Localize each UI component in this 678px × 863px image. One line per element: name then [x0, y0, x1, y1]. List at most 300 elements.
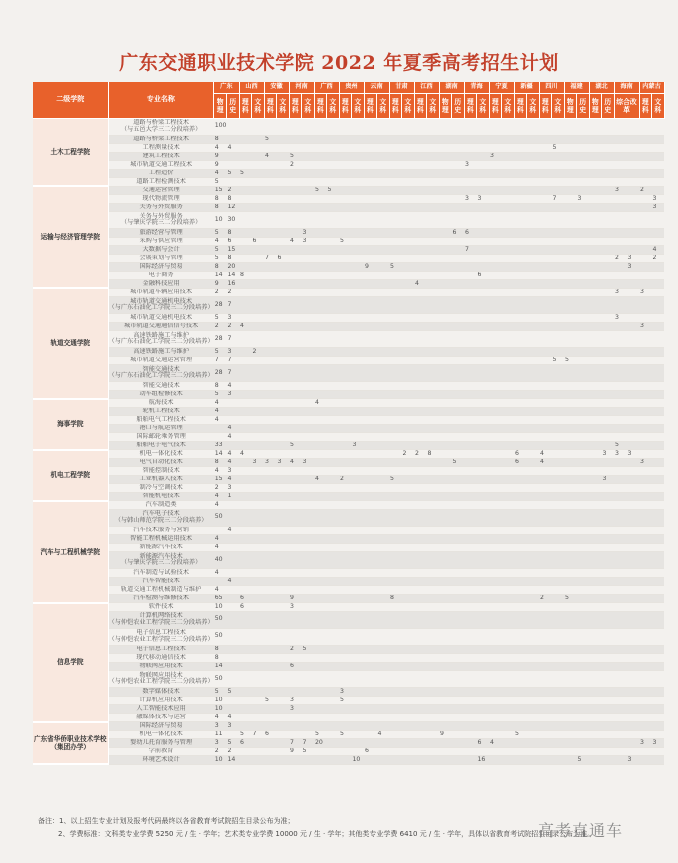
quota-cell [639, 441, 652, 450]
quota-cell [627, 322, 640, 331]
quota-cell [327, 569, 340, 578]
quota-cell [402, 424, 415, 433]
table-row [33, 152, 664, 161]
quota-cell [439, 433, 452, 442]
quota-cell [364, 161, 377, 170]
quota-cell [614, 433, 627, 442]
quota-cell [502, 161, 515, 170]
header-province: 湖北 [589, 82, 614, 93]
quota-cell: 7 [289, 739, 302, 748]
quota-cell [639, 237, 652, 246]
quota-cell [589, 645, 602, 654]
quota-cell [639, 662, 652, 671]
quota-cell [239, 577, 252, 586]
quota-cell [577, 135, 590, 144]
quota-cell [627, 433, 640, 442]
quota-cell [227, 416, 240, 425]
quota-cell: 5 [214, 254, 227, 263]
quota-cell [402, 118, 415, 135]
header-subject: 理科 [464, 93, 477, 118]
quota-cell [389, 135, 402, 144]
quota-cell [502, 747, 515, 756]
quota-cell [264, 229, 277, 238]
quota-cell [289, 492, 302, 501]
major-name: 道路与桥梁工程技术 [108, 135, 214, 144]
quota-cell [302, 671, 315, 688]
quota-cell [264, 203, 277, 212]
quota-cell [552, 535, 565, 544]
quota-cell [364, 713, 377, 722]
quota-cell [602, 229, 615, 238]
quota-cell: 9 [364, 263, 377, 272]
quota-cell [289, 467, 302, 476]
quota-cell [527, 169, 540, 178]
quota-cell [427, 212, 440, 229]
quota-cell [427, 229, 440, 238]
quota-cell [339, 314, 352, 323]
quota-cell [439, 467, 452, 476]
quota-cell [589, 705, 602, 714]
quota-cell [639, 450, 652, 459]
quota-cell: 4 [539, 458, 552, 467]
quota-cell [389, 586, 402, 595]
quota-cell: 8 [214, 458, 227, 467]
quota-cell [614, 535, 627, 544]
quota-cell [639, 484, 652, 493]
quota-cell [364, 212, 377, 229]
quota-cell [439, 705, 452, 714]
quota-cell [314, 654, 327, 663]
quota-cell [377, 654, 390, 663]
quota-cell: 2 [539, 594, 552, 603]
quota-cell [464, 314, 477, 323]
quota-cell: 5 [327, 186, 340, 195]
quota-cell [427, 458, 440, 467]
quota-cell [264, 356, 277, 365]
major-name: 城市轨道交通机电技术 （与广东石油化工学院三二分段培养） [108, 297, 214, 314]
quota-cell: 10 [214, 212, 227, 229]
quota-cell [589, 399, 602, 408]
quota-cell [252, 152, 265, 161]
quota-cell [652, 577, 665, 586]
quota-cell [489, 416, 502, 425]
quota-cell [264, 441, 277, 450]
quota-cell [327, 390, 340, 399]
quota-cell [527, 475, 540, 484]
quota-cell [302, 331, 315, 348]
quota-cell: 4 [227, 144, 240, 153]
quota-cell [264, 118, 277, 135]
quota-cell [314, 314, 327, 323]
quota-cell [614, 203, 627, 212]
table-row [33, 407, 664, 416]
quota-cell: 5 [452, 458, 465, 467]
quota-cell [414, 237, 427, 246]
quota-cell [264, 662, 277, 671]
quota-cell [514, 331, 527, 348]
quota-cell [327, 356, 340, 365]
quota-cell [302, 756, 315, 765]
quota-cell [264, 611, 277, 628]
quota-cell [264, 543, 277, 552]
quota-cell [439, 747, 452, 756]
quota-cell [502, 365, 515, 382]
quota-cell [527, 399, 540, 408]
quota-cell [452, 688, 465, 697]
quota-cell [364, 195, 377, 204]
quota-cell [327, 645, 340, 654]
quota-cell: 3 [227, 390, 240, 399]
quota-cell [577, 484, 590, 493]
quota-cell [502, 594, 515, 603]
quota-cell [577, 212, 590, 229]
quota-cell [327, 135, 340, 144]
quota-cell [389, 671, 402, 688]
quota-cell [527, 739, 540, 748]
quota-cell [477, 722, 490, 731]
quota-cell [614, 331, 627, 348]
quota-cell [489, 713, 502, 722]
quota-cell [539, 747, 552, 756]
quota-cell [352, 526, 365, 535]
quota-cell [327, 161, 340, 170]
quota-cell [477, 705, 490, 714]
quota-cell [264, 195, 277, 204]
quota-cell [539, 713, 552, 722]
quota-cell: 4 [214, 399, 227, 408]
quota-cell [489, 144, 502, 153]
quota-cell: 3 [652, 203, 665, 212]
quota-cell [239, 365, 252, 382]
quota-cell [464, 263, 477, 272]
quota-cell [327, 169, 340, 178]
quota-cell [452, 118, 465, 135]
quota-cell [239, 356, 252, 365]
quota-cell [577, 730, 590, 739]
quota-cell [527, 365, 540, 382]
header-province: 山西 [239, 82, 264, 93]
quota-cell [514, 433, 527, 442]
quota-cell [289, 509, 302, 526]
quota-cell [277, 356, 290, 365]
quota-cell [589, 526, 602, 535]
quota-cell [502, 739, 515, 748]
quota-cell [577, 416, 590, 425]
quota-cell [452, 586, 465, 595]
major-name: 物联网应用技术 [108, 662, 214, 671]
quota-cell [627, 229, 640, 238]
quota-cell [614, 569, 627, 578]
quota-cell [452, 356, 465, 365]
quota-cell [527, 178, 540, 187]
quota-cell [339, 186, 352, 195]
quota-cell [252, 314, 265, 323]
quota-cell: 6 [514, 450, 527, 459]
quota-cell: 9 [289, 594, 302, 603]
quota-cell [277, 756, 290, 765]
quota-cell [402, 169, 415, 178]
quota-cell [489, 399, 502, 408]
quota-cell [277, 705, 290, 714]
quota-cell [264, 280, 277, 289]
quota-cell [464, 722, 477, 731]
quota-cell [339, 152, 352, 161]
quota-cell [502, 390, 515, 399]
quota-cell [589, 322, 602, 331]
quota-cell: 7 [302, 739, 315, 748]
quota-cell [427, 475, 440, 484]
quota-cell [564, 484, 577, 493]
quota-cell [564, 161, 577, 170]
quota-cell [314, 135, 327, 144]
quota-cell [302, 569, 315, 578]
quota-cell [327, 722, 340, 731]
quota-cell [227, 654, 240, 663]
quota-cell [277, 331, 290, 348]
quota-cell [489, 212, 502, 229]
quota-cell [352, 288, 365, 297]
quota-cell [427, 144, 440, 153]
quota-cell [264, 237, 277, 246]
quota-cell [389, 348, 402, 357]
quota-cell [602, 399, 615, 408]
quota-cell [539, 186, 552, 195]
quota-cell [477, 509, 490, 526]
quota-cell [514, 424, 527, 433]
quota-cell [527, 441, 540, 450]
quota-cell [477, 730, 490, 739]
quota-cell [364, 739, 377, 748]
quota-cell [589, 246, 602, 255]
quota-cell [477, 322, 490, 331]
quota-cell [402, 246, 415, 255]
quota-cell [264, 577, 277, 586]
quota-cell [239, 203, 252, 212]
quota-cell: 4 [239, 450, 252, 459]
quota-cell [464, 671, 477, 688]
quota-cell [339, 322, 352, 331]
quota-cell [314, 543, 327, 552]
quota-cell [352, 416, 365, 425]
quota-cell [239, 722, 252, 731]
quota-cell [614, 399, 627, 408]
quota-cell [527, 535, 540, 544]
quota-cell: 8 [214, 203, 227, 212]
quota-cell: 2 [214, 747, 227, 756]
quota-cell [289, 535, 302, 544]
table-row [33, 526, 664, 535]
quota-cell: 4 [214, 586, 227, 595]
quota-cell [227, 135, 240, 144]
quota-cell: 3 [627, 450, 640, 459]
quota-cell [389, 645, 402, 654]
quota-cell [377, 118, 390, 135]
table-row [33, 484, 664, 493]
table-row [33, 254, 664, 263]
quota-cell [439, 756, 452, 765]
quota-cell [252, 433, 265, 442]
quota-cell [502, 467, 515, 476]
quota-cell [327, 475, 340, 484]
quota-cell [577, 611, 590, 628]
quota-cell [327, 212, 340, 229]
quota-cell: 5 [264, 696, 277, 705]
quota-cell [589, 416, 602, 425]
quota-cell [552, 688, 565, 697]
quota-cell [327, 450, 340, 459]
quota-cell [277, 450, 290, 459]
quota-cell: 7 [227, 356, 240, 365]
quota-cell [327, 348, 340, 357]
quota-cell [527, 501, 540, 510]
quota-cell [227, 161, 240, 170]
quota-cell [339, 594, 352, 603]
quota-cell [589, 654, 602, 663]
quota-cell [352, 169, 365, 178]
quota-cell [552, 569, 565, 578]
header-subject: 文科 [502, 93, 515, 118]
header-subject: 历史 [452, 93, 465, 118]
quota-cell [589, 586, 602, 595]
quota-cell [652, 314, 665, 323]
quota-cell [577, 441, 590, 450]
quota-cell [464, 407, 477, 416]
quota-cell [389, 696, 402, 705]
quota-cell [627, 314, 640, 323]
header-subject: 理科 [239, 93, 252, 118]
quota-cell [464, 535, 477, 544]
quota-cell [414, 416, 427, 425]
quota-cell [539, 271, 552, 280]
quota-cell [252, 552, 265, 569]
quota-cell [264, 271, 277, 280]
quota-cell [352, 161, 365, 170]
quota-cell [639, 152, 652, 161]
quota-cell [377, 424, 390, 433]
quota-cell [627, 671, 640, 688]
quota-cell [452, 526, 465, 535]
quota-cell [289, 416, 302, 425]
quota-cell [302, 705, 315, 714]
quota-cell [377, 407, 390, 416]
quota-cell [389, 178, 402, 187]
major-name: 轨道交通工程机械制造与维护 [108, 586, 214, 595]
quota-cell [289, 730, 302, 739]
quota-cell [364, 722, 377, 731]
table-row [33, 297, 664, 314]
quota-cell [414, 501, 427, 510]
quota-cell [489, 322, 502, 331]
quota-cell [527, 322, 540, 331]
quota-cell [564, 246, 577, 255]
quota-cell [414, 662, 427, 671]
quota-cell [252, 382, 265, 391]
quota-cell: 4 [227, 713, 240, 722]
quota-cell [402, 135, 415, 144]
quota-cell [414, 543, 427, 552]
quota-cell: 5 [314, 186, 327, 195]
quota-cell [252, 178, 265, 187]
quota-cell [414, 611, 427, 628]
quota-cell [539, 161, 552, 170]
quota-cell: 10 [352, 756, 365, 765]
quota-cell [502, 254, 515, 263]
quota-cell [589, 730, 602, 739]
quota-cell [577, 390, 590, 399]
quota-cell [652, 569, 665, 578]
quota-cell [589, 611, 602, 628]
quota-cell [352, 407, 365, 416]
quota-cell [439, 314, 452, 323]
quota-cell [389, 484, 402, 493]
quota-cell [602, 246, 615, 255]
quota-cell [652, 645, 665, 654]
table-row [33, 416, 664, 425]
major-name: 会展策划与管理 [108, 254, 214, 263]
quota-cell [464, 569, 477, 578]
quota-cell [477, 654, 490, 663]
quota-cell [452, 169, 465, 178]
quota-cell [627, 203, 640, 212]
quota-cell [402, 433, 415, 442]
quota-cell [614, 739, 627, 748]
quota-cell [639, 696, 652, 705]
quota-cell [602, 390, 615, 399]
quota-cell [639, 356, 652, 365]
quota-cell [464, 186, 477, 195]
quota-cell [364, 424, 377, 433]
quota-cell [314, 365, 327, 382]
quota-cell [464, 739, 477, 748]
quota-cell [339, 263, 352, 272]
quota-cell [389, 467, 402, 476]
quota-cell [452, 135, 465, 144]
quota-cell [652, 526, 665, 535]
header-province: 四川 [539, 82, 564, 93]
quota-cell: 5 [239, 169, 252, 178]
quota-cell [502, 280, 515, 289]
table-row [33, 356, 664, 365]
quota-cell [539, 288, 552, 297]
quota-cell: 9 [289, 747, 302, 756]
quota-cell [252, 263, 265, 272]
quota-cell [539, 348, 552, 357]
quota-cell [277, 263, 290, 272]
quota-cell [652, 186, 665, 195]
quota-cell [589, 365, 602, 382]
quota-cell [389, 322, 402, 331]
quota-cell [364, 492, 377, 501]
quota-cell [339, 713, 352, 722]
quota-cell: 4 [652, 246, 665, 255]
quota-cell [389, 161, 402, 170]
quota-cell [402, 144, 415, 153]
quota-cell [464, 492, 477, 501]
quota-cell [539, 671, 552, 688]
quota-cell [602, 263, 615, 272]
quota-cell [239, 526, 252, 535]
quota-cell [502, 713, 515, 722]
quota-cell [589, 356, 602, 365]
quota-cell [477, 611, 490, 628]
quota-cell [502, 195, 515, 204]
quota-cell [464, 178, 477, 187]
quota-cell [652, 654, 665, 663]
quota-cell [277, 569, 290, 578]
quota-cell [552, 492, 565, 501]
quota-cell [439, 671, 452, 688]
quota-cell [527, 577, 540, 586]
